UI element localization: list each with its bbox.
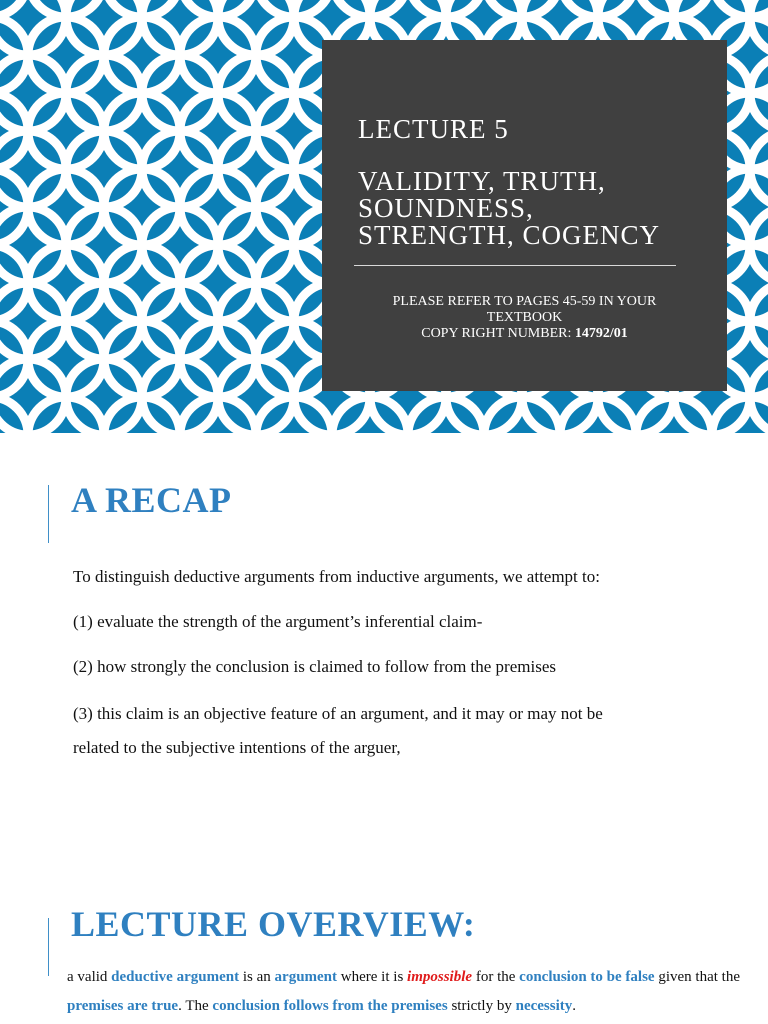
overview-text: strictly by — [447, 998, 516, 1014]
recap-point-3: (3) this claim is an objective feature of an argument, and it may or may not be — [73, 704, 603, 723]
term-argument: argument — [274, 969, 338, 985]
overview-paragraph — [67, 963, 740, 1021]
lecture-title-line-1: VALIDITY, TRUTH, — [358, 166, 606, 196]
title-box — [322, 40, 727, 391]
lecture-title-line-2: SOUNDNESS, — [358, 193, 534, 223]
overview-text: given that the — [654, 969, 741, 985]
title-divider — [354, 265, 676, 266]
overview-slide — [0, 863, 768, 1024]
overview-text: . The — [178, 998, 213, 1014]
term-necessity: necessity — [515, 998, 573, 1014]
recap-point-3-cont: related to the subjective intentions of the arguer, — [73, 738, 401, 757]
recap-intro: To distinguish deductive arguments from inductive arguments, we attempt to: — [73, 567, 600, 586]
title-slide — [0, 0, 768, 433]
copyright-number: 14792/01 — [574, 326, 628, 341]
term-impossible: impossible — [407, 969, 473, 985]
heading-accent-bar — [48, 918, 49, 976]
heading-accent-bar — [48, 485, 49, 543]
overview-text: a valid — [67, 969, 112, 985]
reference-note — [322, 294, 727, 342]
lecture-title-line-3: STRENGTH, COGENCY — [358, 220, 661, 250]
recap-slide — [0, 433, 768, 863]
copyright-label: COPY RIGHT NUMBER: — [421, 326, 575, 341]
term-premises-true: premises are true — [67, 998, 179, 1014]
copyright-line — [322, 326, 727, 342]
overview-text: is an — [239, 969, 275, 985]
overview-heading: LECTURE OVERVIEW: — [71, 904, 476, 944]
term-conclusion-follows: conclusion follows from the premises — [212, 998, 448, 1014]
reference-line-1: PLEASE REFER TO PAGES 45-59 IN YOUR — [392, 294, 657, 309]
reference-line-2: TEXTBOOK — [486, 310, 563, 325]
recap-point-1: (1) evaluate the strength of the argument’s inferential claim- — [73, 612, 483, 631]
lecture-title — [358, 168, 718, 249]
term-conclusion-false: conclusion to be false — [519, 969, 655, 985]
recap-point-2: (2) how strongly the conclusion is claimed to follow from the premises — [73, 657, 556, 676]
overview-text: . — [572, 998, 577, 1014]
recap-heading: A RECAP — [71, 480, 232, 520]
overview-text: where it is — [337, 969, 408, 985]
term-deductive-argument: deductive argument — [111, 969, 240, 985]
lecture-number: LECTURE 5 — [358, 114, 509, 144]
overview-text: for the — [472, 969, 520, 985]
